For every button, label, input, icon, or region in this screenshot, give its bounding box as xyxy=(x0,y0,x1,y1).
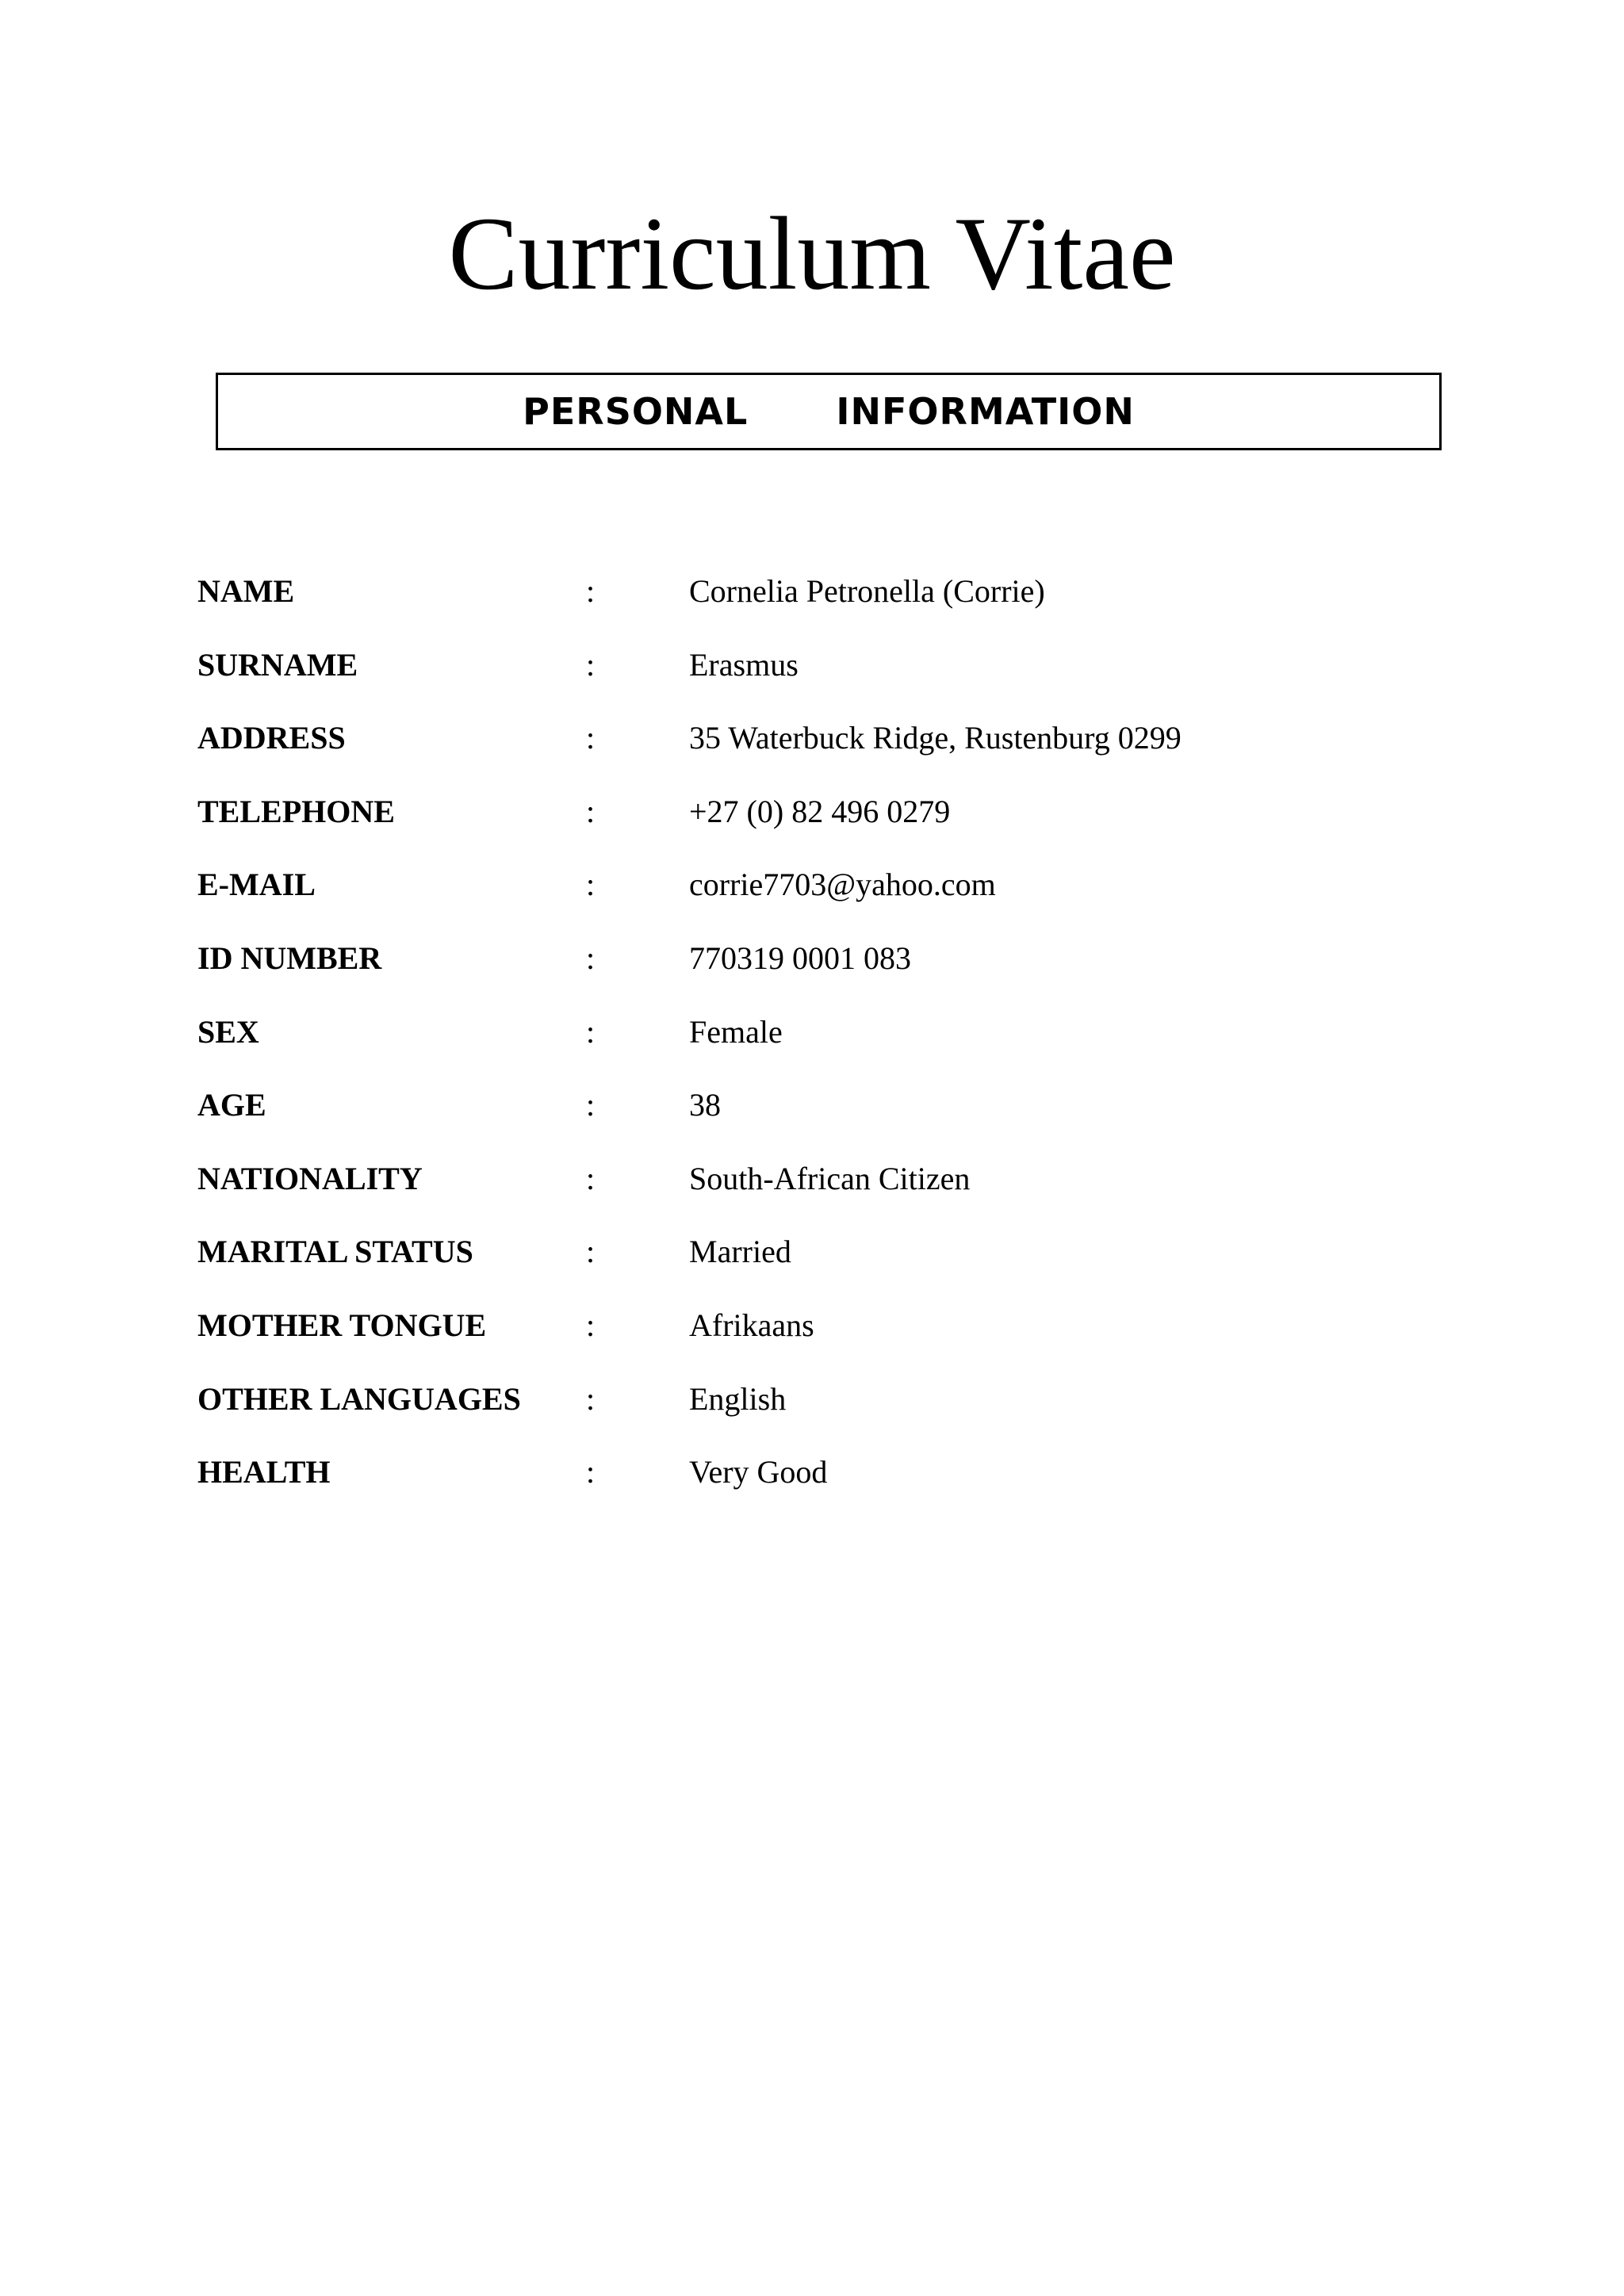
info-row-other-languages xyxy=(197,1363,1427,1437)
info-row-sex xyxy=(197,996,1427,1070)
field-separator: : xyxy=(586,1013,596,1050)
info-row-address xyxy=(197,702,1427,775)
field-value: Cornelia Petronella (Corrie) xyxy=(689,573,1045,609)
field-separator: : xyxy=(586,1454,596,1490)
info-row-mother-tongue xyxy=(197,1289,1427,1363)
field-value: +27 (0) 82 496 0279 xyxy=(689,793,951,829)
field-value: corrie7703@yahoo.com xyxy=(689,867,996,903)
field-value: Afrikaans xyxy=(689,1307,814,1343)
field-label: NAME xyxy=(197,573,295,609)
field-separator: : xyxy=(586,1087,596,1123)
field-label: HEALTH xyxy=(197,1454,331,1490)
info-row-id-number xyxy=(197,922,1427,996)
field-label: ID NUMBER xyxy=(197,939,382,976)
field-value: Female xyxy=(689,1013,783,1050)
field-value: Very Good xyxy=(689,1454,828,1490)
page-title: Curriculum Vitae xyxy=(448,195,1176,312)
field-separator: : xyxy=(586,1307,596,1343)
field-separator: : xyxy=(586,573,596,609)
field-value: South-African Citizen xyxy=(689,1160,971,1196)
field-value: 38 xyxy=(689,1087,721,1123)
field-separator: : xyxy=(586,1380,596,1417)
field-label: MOTHER TONGUE xyxy=(197,1307,487,1343)
personal-info-table xyxy=(197,555,1427,1510)
info-row-health xyxy=(197,1436,1427,1510)
field-label: NATIONALITY xyxy=(197,1160,423,1196)
info-row-email xyxy=(197,848,1427,922)
field-separator: : xyxy=(586,646,596,683)
field-value: Married xyxy=(689,1234,791,1270)
field-label: TELEPHONE xyxy=(197,793,395,829)
field-label: E-MAIL xyxy=(197,867,316,903)
section-header-box xyxy=(216,373,1442,450)
field-separator: : xyxy=(586,720,596,756)
field-label: MARITAL STATUS xyxy=(197,1234,473,1270)
info-row-age xyxy=(197,1069,1427,1142)
info-row-marital-status xyxy=(197,1215,1427,1289)
field-value: 770319 0001 083 xyxy=(689,939,911,976)
field-separator: : xyxy=(586,1160,596,1196)
field-separator: : xyxy=(586,1234,596,1270)
info-row-telephone xyxy=(197,775,1427,849)
field-label: OTHER LANGUAGES xyxy=(197,1380,521,1417)
field-label: AGE xyxy=(197,1087,266,1123)
field-label: SURNAME xyxy=(197,646,358,683)
field-separator: : xyxy=(586,939,596,976)
field-value: English xyxy=(689,1380,787,1417)
field-label: SEX xyxy=(197,1013,259,1050)
field-separator: : xyxy=(586,793,596,829)
info-row-name xyxy=(197,555,1427,629)
field-value: 35 Waterbuck Ridge, Rustenburg 0299 xyxy=(689,720,1182,756)
field-value: Erasmus xyxy=(689,646,799,683)
info-row-surname xyxy=(197,629,1427,702)
section-heading: PERSONAL INFORMATION xyxy=(523,390,1135,433)
info-row-nationality xyxy=(197,1142,1427,1216)
field-label: ADDRESS xyxy=(197,720,346,756)
field-separator: : xyxy=(586,867,596,903)
